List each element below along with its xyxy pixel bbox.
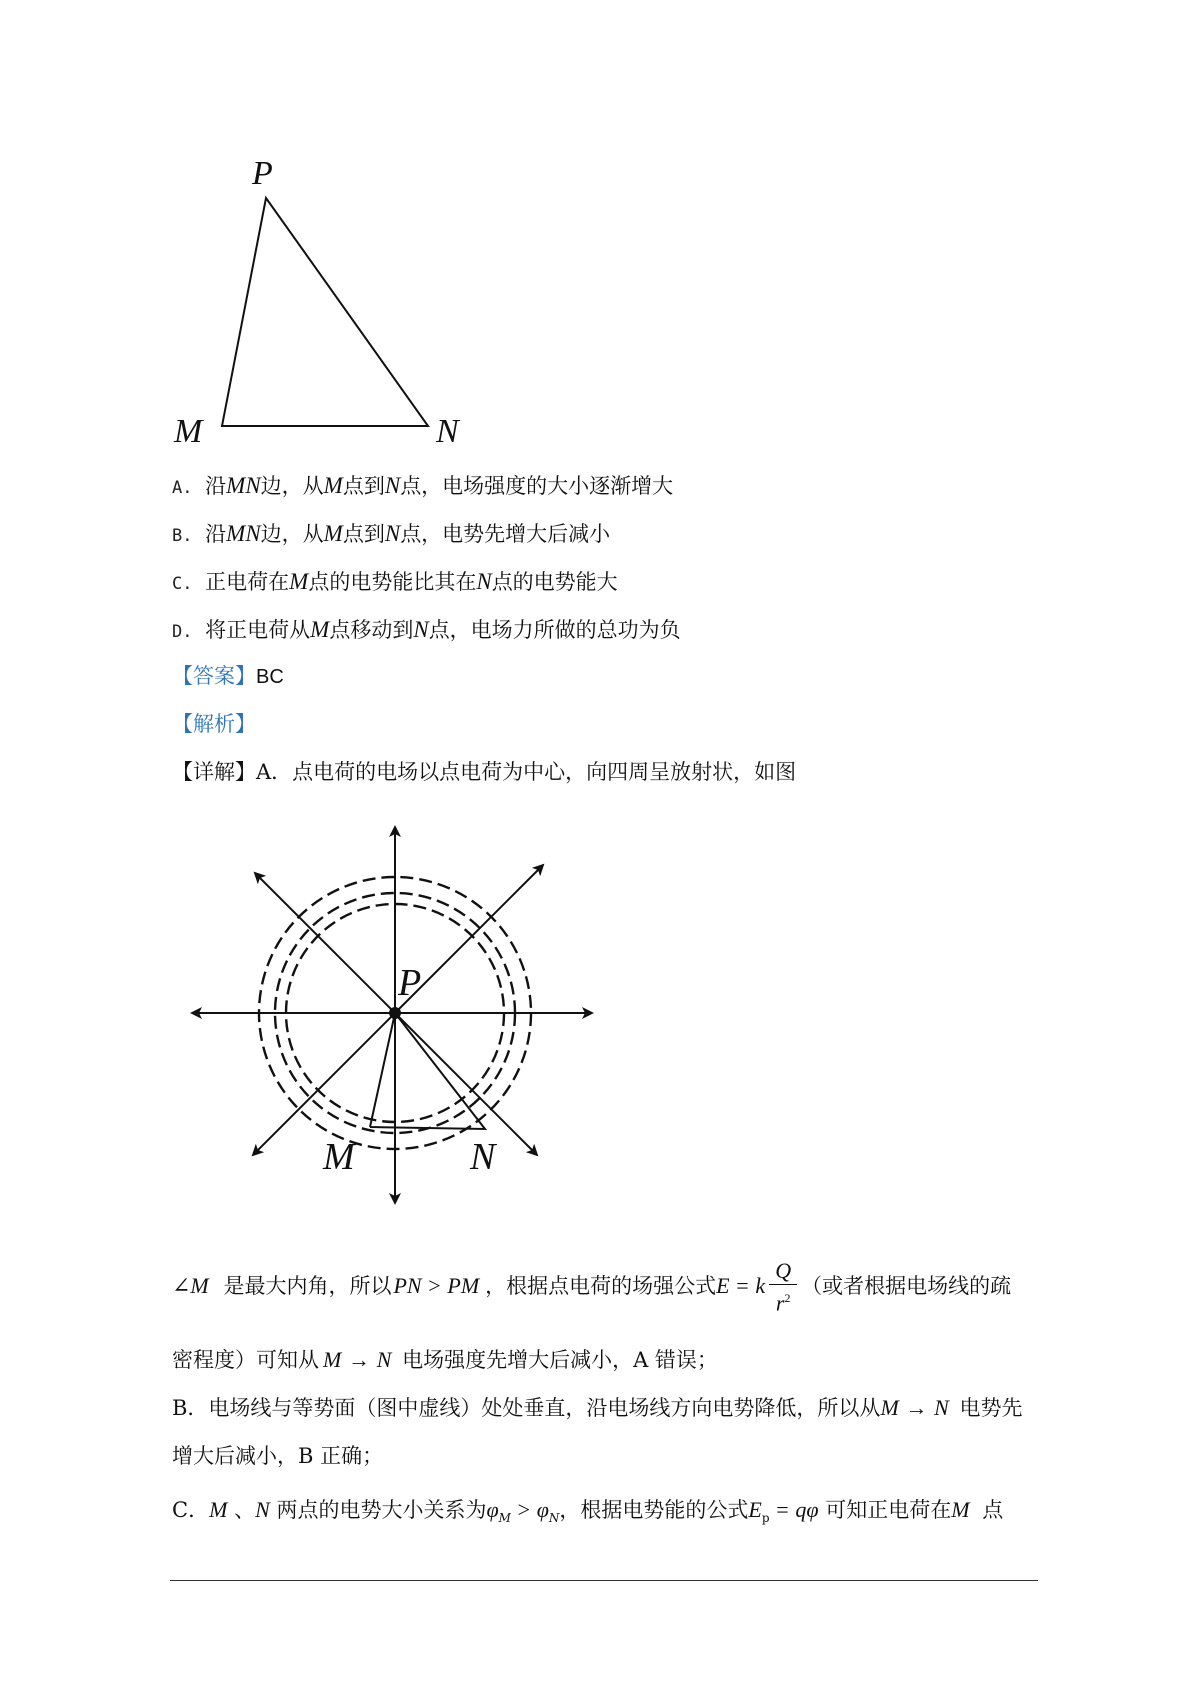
- explanation-text: 两点的电势大小关系为: [276, 1498, 487, 1522]
- option-letter: A.: [172, 478, 193, 498]
- subscript: N: [548, 1511, 560, 1526]
- explanation-text: 电场强度先增大后减小，A 错误；: [402, 1348, 718, 1372]
- explanation-text: 电势先: [959, 1396, 1023, 1420]
- option-text: 点移动到: [329, 618, 414, 642]
- explanation-text: ，根据电势能的公式: [559, 1498, 749, 1522]
- answer-tag: 【答案】: [172, 664, 256, 688]
- math-var: PN: [393, 1273, 422, 1298]
- math-var: φ: [486, 1497, 499, 1522]
- math-operator: >: [428, 1273, 441, 1298]
- option-text: 点的电势能大: [491, 570, 618, 594]
- explanation-text: （或者根据电场线的疏: [801, 1274, 1012, 1298]
- fraction-numerator: Q: [775, 1258, 792, 1284]
- math-var: N: [934, 1395, 949, 1420]
- option-b: [172, 520, 610, 550]
- math-var: N: [476, 569, 492, 594]
- point-label-n: N: [470, 1136, 496, 1178]
- detail-line: [172, 758, 796, 786]
- explanation-text: 点: [982, 1498, 1004, 1522]
- math-operator: →: [905, 1395, 928, 1420]
- option-text: 点，电场力所做的总功为负: [428, 618, 681, 642]
- fraction-q-over-r2: [769, 1258, 797, 1316]
- explanation-text: 增大后减小，B 正确；: [172, 1444, 384, 1468]
- option-letter: C.: [172, 574, 193, 594]
- explanation-a-line2: [172, 1346, 718, 1374]
- math-var: k: [755, 1273, 766, 1298]
- field-lines-figure: [180, 815, 600, 1215]
- math-var: M: [209, 1497, 228, 1522]
- math-var: M: [323, 521, 343, 546]
- option-text: 点，电势先增大后减小: [400, 522, 611, 546]
- option-text: 点，电场强度的大小逐渐增大: [400, 474, 674, 498]
- math-operator: >: [517, 1497, 531, 1522]
- math-var: M: [951, 1497, 970, 1522]
- field-line-down-left: [253, 1013, 395, 1155]
- math-var: M: [323, 473, 343, 498]
- math-var: E: [716, 1273, 730, 1298]
- option-text: 沿: [205, 474, 227, 498]
- explanation-text: ，根据点电荷的场强公式: [485, 1274, 717, 1298]
- option-text: 边，从: [260, 522, 324, 546]
- field-line-down-right: [395, 1013, 537, 1155]
- option-a: [172, 472, 673, 502]
- charge-label-p: P: [398, 962, 422, 1004]
- math-var: qφ: [795, 1497, 819, 1522]
- math-var: M: [880, 1395, 899, 1420]
- option-text: 边，从: [260, 474, 324, 498]
- point-label-m: M: [323, 1136, 355, 1178]
- math-var: N: [384, 473, 401, 498]
- option-text: 点到: [342, 474, 385, 498]
- math-var: N: [376, 1347, 392, 1372]
- explanation-text: 密程度）可知从: [172, 1348, 319, 1372]
- vertex-label-p: P: [252, 155, 273, 192]
- triangle-pmn: [222, 198, 428, 426]
- explanation-text: B．电场线与等势面（图中虚线）处处垂直，沿电场线方向电势降低，所以从: [172, 1396, 881, 1420]
- option-text: 正电荷在: [205, 570, 290, 594]
- exponent: 2: [784, 1291, 791, 1306]
- math-var: M: [323, 1347, 342, 1372]
- math-var: E: [748, 1497, 762, 1522]
- math-operator: →: [348, 1347, 371, 1372]
- math-var: MN: [226, 521, 261, 546]
- option-c: [172, 568, 618, 598]
- analysis-tag: 【解析】: [172, 712, 256, 736]
- subscript: p: [761, 1511, 770, 1526]
- vertex-label-m: M: [174, 413, 203, 450]
- explanation-text: 可知正电荷在: [825, 1498, 952, 1522]
- math-var: r: [775, 1290, 785, 1316]
- math-var: M: [310, 617, 330, 642]
- explanation-c-line1: [172, 1496, 1003, 1532]
- inner-triangle: [370, 1013, 485, 1129]
- answer-value: BC: [256, 666, 284, 688]
- vertex-label-n: N: [436, 413, 459, 450]
- explanation-text: 、: [234, 1498, 256, 1522]
- option-letter: D.: [172, 622, 193, 642]
- explanation-a-line1: [172, 1258, 1011, 1317]
- math-var: M: [289, 569, 309, 594]
- math-var: N: [413, 617, 429, 642]
- triangle-figure: [160, 150, 480, 450]
- math-var: PM: [447, 1273, 480, 1298]
- option-text: 点到: [342, 522, 385, 546]
- fraction-denominator: [769, 1285, 797, 1316]
- explanation-text: 是最大内角，所以: [223, 1274, 392, 1298]
- math-var: MN: [226, 473, 261, 498]
- option-text: 点的电势能比其在: [308, 570, 477, 594]
- option-d: [172, 616, 681, 646]
- math-var: φ: [536, 1497, 549, 1522]
- answer-line: [172, 662, 284, 691]
- math-operator: =: [776, 1497, 789, 1522]
- math-operator: =: [736, 1273, 749, 1298]
- explanation-text: C．: [172, 1498, 210, 1522]
- option-text: 沿: [205, 522, 227, 546]
- angle-m: ∠M: [172, 1273, 209, 1298]
- explanation-b-line2: [172, 1442, 383, 1470]
- math-var: N: [384, 521, 401, 546]
- detail-text: A．点电荷的电场以点电荷为中心，向四周呈放射状，如图: [256, 760, 797, 784]
- detail-tag: 【详解】: [172, 760, 256, 784]
- subscript: M: [498, 1511, 511, 1526]
- option-letter: B.: [172, 526, 193, 546]
- option-text: 将正电荷从: [205, 618, 311, 642]
- footer-divider: [170, 1580, 1038, 1581]
- point-charge: [389, 1007, 401, 1019]
- explanation-b-line1: [172, 1394, 1023, 1422]
- math-var: N: [255, 1497, 270, 1522]
